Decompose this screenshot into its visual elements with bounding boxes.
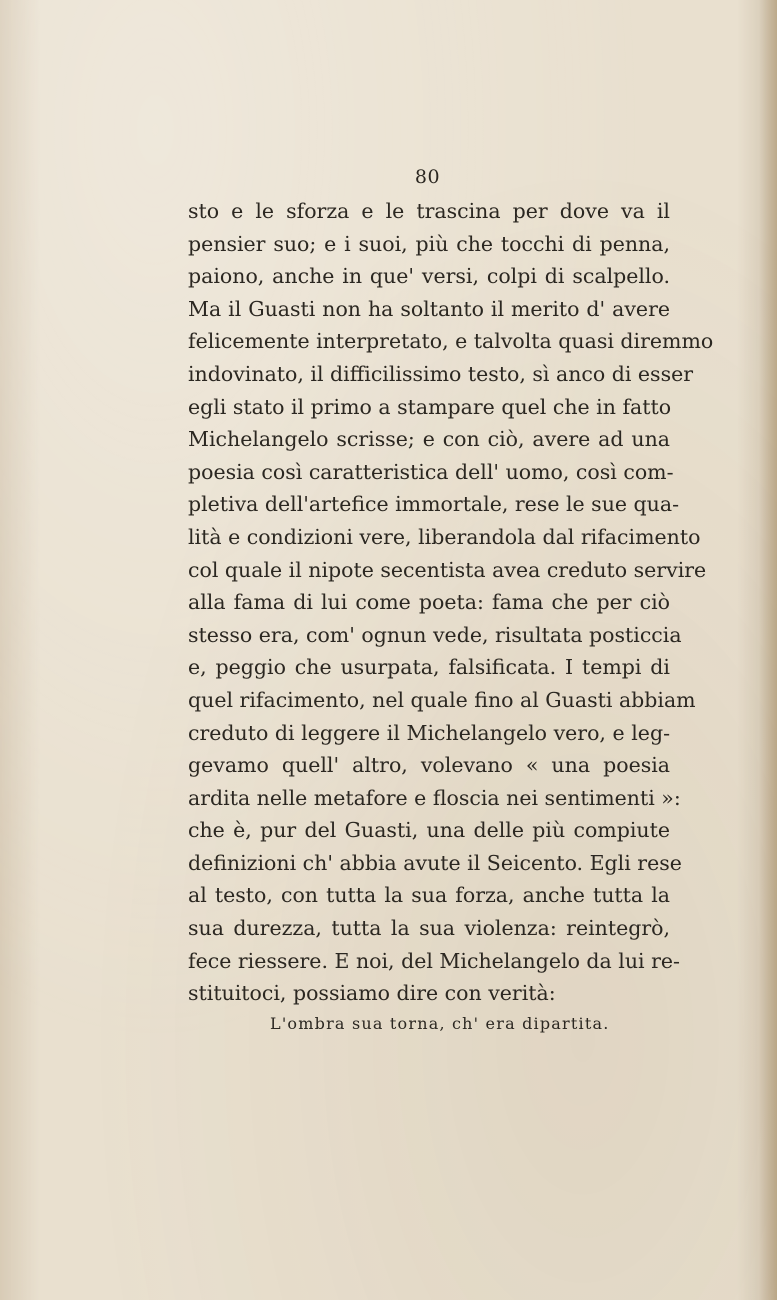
text-line: sua durezza, tutta la sua violenza: reintegrò, [188,916,670,941]
text-line: pletiva dell'artefice immortale, rese le sue qua- [188,492,680,517]
text-line: paiono, anche in que' versi, colpi di scalpello. [188,264,670,289]
text-line: stituitoci, possiamo dire con verità: [188,981,556,1006]
text-line: creduto di leggere il Michelangelo vero, e leg- [188,720,670,745]
text-line: quel rifacimento, nel quale fino al Guasti abbiam [188,687,696,712]
text-line: Michelangelo scrisse; e con ciò, avere ad una [188,427,670,452]
text-line: pensier suo; e i suoi, più che tocchi di penna, [188,231,670,256]
text-line: poesia così caratteristica dell' uomo, così com- [188,459,674,484]
text-line: e, peggio che usurpata, falsificata. I tempi di [188,655,670,680]
text-line: gevamo quell' altro, volevano « una poesia [188,753,670,778]
text-line: felicemente interpretato, e talvolta quasi diremmo [188,329,714,354]
text-line: stesso era, com' ognun vede, risultata posticcia [188,622,682,647]
text-line: Ma il Guasti non ha soltanto il merito d' avere [188,296,670,321]
text-line: alla fama di lui come poeta: fama che per ciò [188,590,670,615]
text-line: che è, pur del Guasti, una delle più compiute [188,818,670,843]
text-line: col quale il nipote secentista avea creduto servire [188,557,707,582]
page-number: 80 [414,166,441,188]
text-line: ardita nelle metafore e floscia nei sentimenti »: [188,785,681,810]
text-line: definizioni ch' abbia avute il Seicento. Egli rese [188,850,682,875]
page-edge-shadow [759,0,777,1300]
text-line: fece riessere. E noi, del Michelangelo da lui re- [188,948,680,973]
body-text [188,195,714,1010]
text-line: lità e condizioni vere, liberandola dal rifacimento [188,524,701,549]
text-line: egli stato il primo a stampare quel che in fatto [188,394,672,419]
text-line: indovinato, il difficilissimo testo, sì anco di esser [188,361,694,386]
text-line: al testo, con tutta la sua forza, anche tutta la [188,883,670,908]
text-line: sto e le sforza e le trascina per dove va il [188,199,670,223]
quoted-verse: L'ombra sua torna, ch' era dipartita. [270,1014,610,1033]
